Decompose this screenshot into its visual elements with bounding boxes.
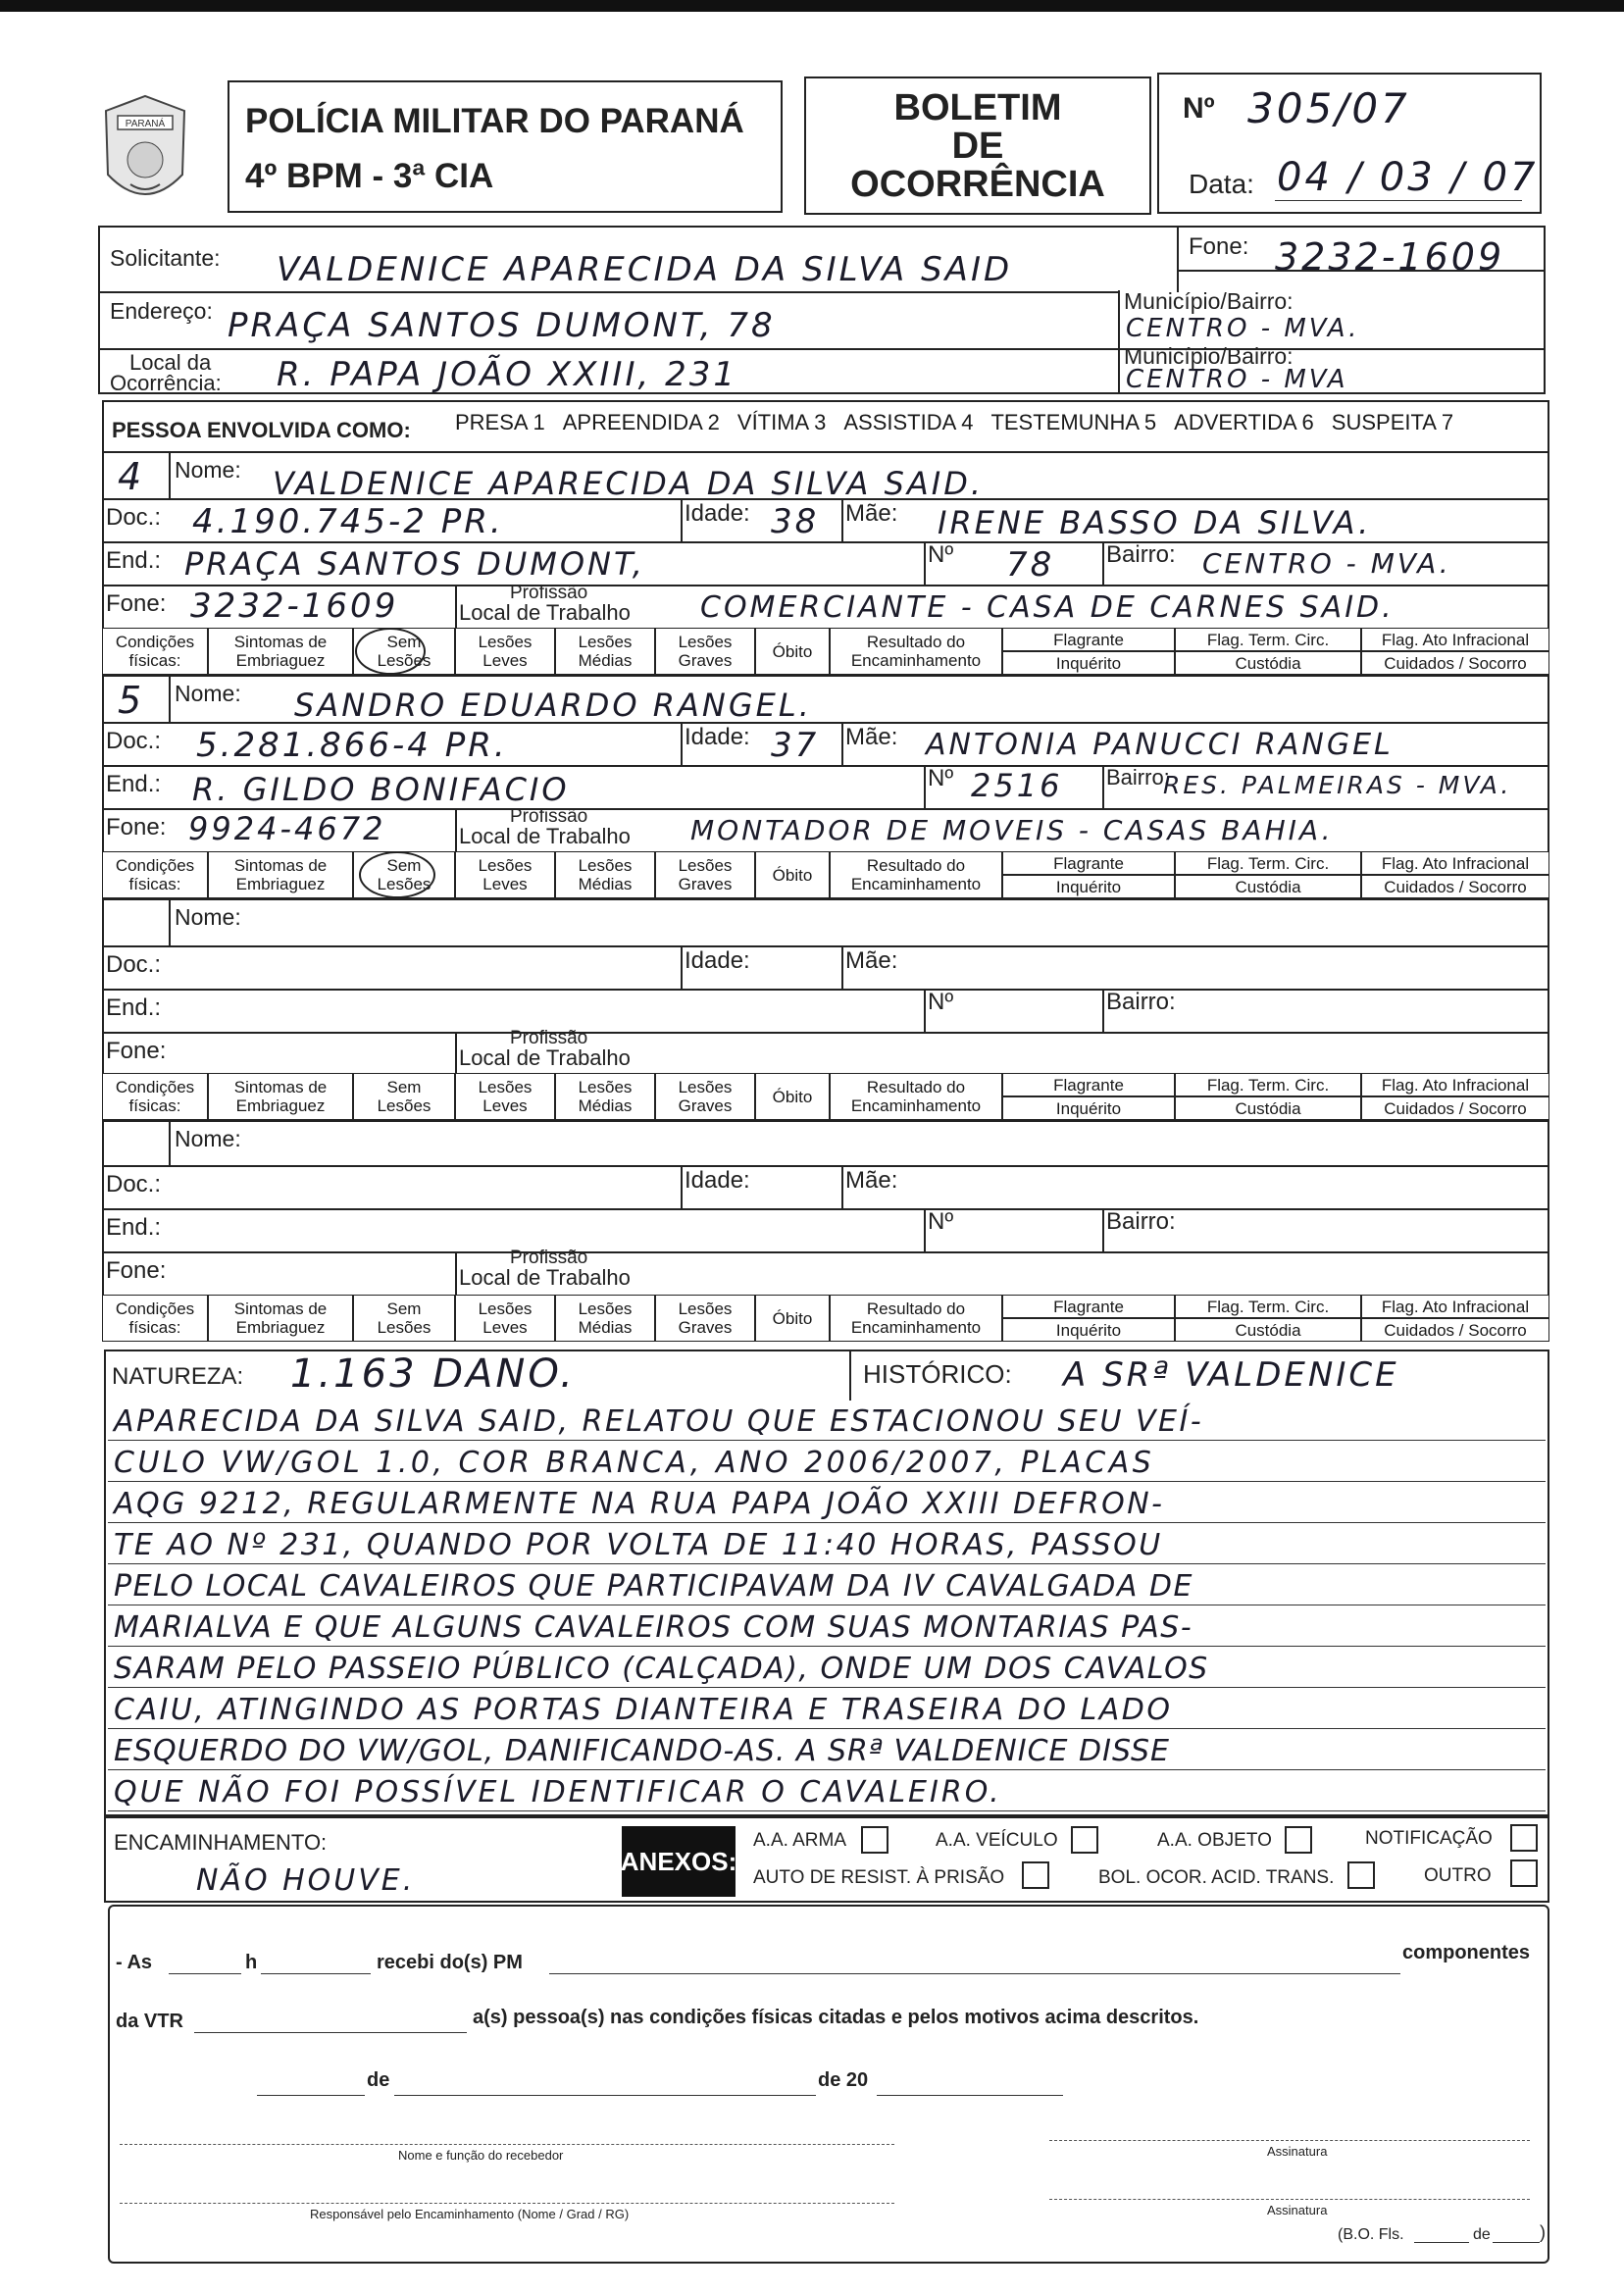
historico-line-4: AQG 9212, REGULARMENTE NA RUA PAPA JOÃO XXIII DEFRON- (114, 1487, 1165, 1521)
person-3-doc-label: Doc.: (106, 951, 162, 978)
bo-de-field[interactable] (1493, 2242, 1540, 2243)
person-1-numero-label: Nº (928, 541, 954, 568)
person-2-sem-lesoes[interactable]: Sem Lesões (353, 851, 455, 898)
receipt-day-field[interactable] (257, 2095, 365, 2096)
encaminhamento-label: ENCAMINHAMENTO: (114, 1830, 328, 1855)
person-1-sintomas[interactable]: Sintomas de Embriaguez (208, 628, 353, 675)
anexos-badge: ANEXOS: (622, 1826, 736, 1897)
historico-line-3: CULO VW/GOL 1.0, COR BRANCA, ANO 2006/2007, PLACAS (114, 1446, 1155, 1480)
person-1-code: 4 (118, 455, 145, 498)
person-1-prof-label-1: Profissão (510, 583, 588, 603)
person-1-flag-term[interactable]: Flag. Term. Circ. (1175, 628, 1361, 651)
org-unit: 4º BPM - 3ª CIA (245, 157, 494, 195)
person-3-cond-fisicas: Condições físicas: (102, 1073, 208, 1120)
person-1-lesoes-leves[interactable]: Lesões Leves (455, 628, 555, 675)
person-1-prof-label-2: Local de Trabalho (459, 600, 631, 625)
form-title-1: BOLETIM (893, 87, 1062, 128)
person-4-doc-label: Doc.: (106, 1171, 162, 1197)
role-presa: PRESA 1 (455, 410, 545, 434)
person-3-end-label: End.: (106, 994, 162, 1021)
person-4-numero-label: Nº (928, 1208, 954, 1235)
receipt-year-field[interactable] (877, 2095, 1063, 2096)
opt-outro-checkbox[interactable] (1510, 1860, 1538, 1887)
number-label: Nº (1183, 92, 1215, 125)
person-3-prof-label-2: Local de Trabalho (459, 1045, 631, 1070)
recebedor-line (120, 2144, 894, 2145)
opt-outro-label: OUTRO (1424, 1865, 1492, 1886)
opt-notificacao-label: NOTIFICAÇÃO (1365, 1828, 1493, 1849)
assinatura-1-line (1049, 2140, 1530, 2141)
person-1-doc: 4.190.745-2 PR. (192, 502, 504, 541)
person-2-numero-label: Nº (928, 765, 954, 791)
person-1-bairro: CENTRO - MVA. (1202, 547, 1451, 580)
opt-auto-checkbox[interactable] (1022, 1861, 1049, 1889)
person-4-custodia[interactable]: Custódia (1175, 1318, 1361, 1342)
person-2-sintomas[interactable]: Sintomas de Embriaguez (208, 851, 353, 898)
historico-line-2: APARECIDA DA SILVA SAID, RELATOU QUE ESTACIONOU SEU VEÍ- (114, 1404, 1204, 1439)
historico-line-1: A SRª VALDENICE (1063, 1355, 1399, 1395)
municipio-value: CENTRO - MVA. (1126, 314, 1360, 343)
person-1-idade: 38 (771, 502, 820, 541)
opt-auto-label: AUTO DE RESIST. À PRISÃO (753, 1867, 1005, 1888)
person-1-flagrante[interactable]: Flagrante (1002, 628, 1175, 651)
opt-objeto-label: A.A. OBJETO (1157, 1830, 1272, 1851)
encaminhamento-value: NÃO HOUVE. (196, 1863, 416, 1898)
scan-top-edge (0, 0, 1624, 12)
historico-line-6: PELO LOCAL CAVALEIROS QUE PARTICIPAVAM DA IV CAVALGADA DE (114, 1569, 1193, 1604)
person-3-lesoes-leves[interactable]: Lesões Leves (455, 1073, 555, 1120)
receipt-as: - As (116, 1952, 153, 1973)
person-4-flag-ato[interactable]: Flag. Ato Infracional (1361, 1295, 1549, 1318)
municipio-label: Município/Bairro: (1124, 288, 1294, 314)
receipt-pm-field[interactable] (549, 1973, 1400, 1974)
person-4-cond-fisicas: Condições físicas: (102, 1295, 208, 1342)
person-2-bairro: RES. PALMEIRAS - MVA. (1163, 771, 1512, 799)
receipt-componentes: componentes (1402, 1942, 1531, 1963)
person-1-fone-label: Fone: (106, 590, 167, 617)
receipt-vtr-field[interactable] (194, 2032, 467, 2033)
person-4-bairro-label: Bairro: (1106, 1208, 1176, 1235)
person-1-flag-ato[interactable]: Flag. Ato Infracional (1361, 628, 1549, 651)
opt-bol-label: BOL. OCOR. ACID. TRANS. (1098, 1867, 1335, 1888)
number-date-box (1157, 73, 1542, 214)
person-2-mae: ANTONIA PANUCCI RANGEL (926, 728, 1394, 762)
person-2-inquerito[interactable]: Inquérito (1002, 875, 1175, 898)
person-2-custodia[interactable]: Custódia (1175, 875, 1361, 898)
person-2-resultado: Resultado do Encaminhamento (830, 851, 1002, 898)
person-1-custodia[interactable]: Custódia (1175, 651, 1361, 675)
org-box (228, 80, 783, 213)
person-2-fone-label: Fone: (106, 814, 167, 841)
person-4-lesoes-leves[interactable]: Lesões Leves (455, 1295, 555, 1342)
person-2-cuidados[interactable]: Cuidados / Socorro (1361, 875, 1549, 898)
opt-veiculo-checkbox[interactable] (1071, 1826, 1098, 1854)
historico-line-11: QUE NÃO FOI POSSÍVEL IDENTIFICAR O CAVALEIRO. (114, 1775, 1002, 1809)
svg-text:PARANÁ: PARANÁ (125, 119, 166, 129)
form-title-3: OCORRÊNCIA (850, 164, 1105, 205)
person-2-bairro-label: Bairro: (1106, 765, 1170, 790)
person-1-resultado: Resultado do Encaminhamento (830, 628, 1002, 675)
person-1-end: PRAÇA SANTOS DUMONT, (184, 545, 645, 583)
opt-bol-checkbox[interactable] (1347, 1861, 1375, 1889)
person-1-lesoes-medias[interactable]: Lesões Médias (555, 628, 655, 675)
person-2-idade-label: Idade: (685, 724, 750, 750)
person-2-code: 5 (118, 679, 145, 722)
person-3-flag-term[interactable]: Flag. Term. Circ. (1175, 1073, 1361, 1096)
bo-de-label: de (1473, 2226, 1491, 2243)
person-3-flag-ato[interactable]: Flag. Ato Infracional (1361, 1073, 1549, 1096)
person-3-cuidados[interactable]: Cuidados / Socorro (1361, 1096, 1549, 1120)
person-2-end: R. GILDO BONIFACIO (192, 771, 570, 808)
person-4-fone-label: Fone: (106, 1257, 167, 1284)
receipt-h-field[interactable] (261, 1973, 371, 1974)
person-3-custodia[interactable]: Custódia (1175, 1096, 1361, 1120)
person-3-fone-label: Fone: (106, 1038, 167, 1064)
seal-icon (96, 86, 194, 224)
person-2-flag-ato[interactable]: Flag. Ato Infracional (1361, 851, 1549, 875)
person-3-resultado: Resultado do Encaminhamento (830, 1073, 1002, 1120)
receipt-as-field[interactable] (169, 1973, 241, 1974)
person-2-end-label: End.: (106, 771, 162, 797)
local-label-2: Ocorrência: (110, 371, 222, 395)
person-1-lesoes-graves[interactable]: Lesões Graves (655, 628, 755, 675)
receipt-de20: de 20 (818, 2069, 869, 2091)
person-2-flagrante[interactable]: Flagrante (1002, 851, 1175, 875)
receipt-month-field[interactable] (394, 2095, 816, 2096)
pm-parana-seal (96, 86, 194, 224)
person-1-nome-label: Nome: (175, 457, 241, 483)
person-3-bairro-label: Bairro: (1106, 989, 1176, 1015)
roles-title: PESSOA ENVOLVIDA COMO: (112, 418, 411, 442)
person-3-flagrante[interactable]: Flagrante (1002, 1073, 1175, 1096)
person-3-obito[interactable]: Óbito (755, 1073, 830, 1120)
person-2-prof-label-2: Local de Trabalho (459, 824, 631, 848)
person-2-profissao: MONTADOR DE MOVEIS - CASAS BAHIA. (690, 814, 1334, 846)
person-1-mae-label: Mãe: (845, 500, 898, 527)
date-underline (1275, 200, 1522, 201)
endereco-label: Endereço: (110, 298, 213, 324)
person-1-inquerito[interactable]: Inquérito (1002, 651, 1175, 675)
person-1-sem-lesoes[interactable]: Sem Lesões (353, 628, 455, 675)
person-4-inquerito[interactable]: Inquérito (1002, 1318, 1175, 1342)
historico-line-9: CAIU, ATINGINDO AS PORTAS DIANTEIRA E TRASEIRA DO LADO (114, 1693, 1173, 1727)
solicitante-label: Solicitante: (110, 245, 221, 271)
person-3-sem-lesoes[interactable]: Sem Lesões (353, 1073, 455, 1120)
endereco-value: PRAÇA SANTOS DUMONT, 78 (228, 306, 776, 345)
historico-line-8: SARAM PELO PASSEIO PÚBLICO (CALÇADA), ONDE UM DOS CAVALOS (114, 1652, 1209, 1686)
person-1-nome: VALDENICE APARECIDA DA SILVA SAID. (273, 465, 985, 502)
date-label: Data: (1189, 169, 1254, 199)
receipt-de: de (367, 2069, 390, 2091)
responsavel-caption: Responsável pelo Encaminhamento (Nome / Grad / RG) (310, 2207, 630, 2221)
person-3-sintomas[interactable]: Sintomas de Embriaguez (208, 1073, 353, 1120)
opt-notificacao-checkbox[interactable] (1510, 1824, 1538, 1852)
roles-list (455, 410, 1453, 435)
person-2-nome-label: Nome: (175, 681, 241, 706)
responsavel-line (120, 2203, 894, 2204)
person-4-prof-label-2: Local de Trabalho (459, 1265, 631, 1290)
person-2-lesoes-medias[interactable]: Lesões Médias (555, 851, 655, 898)
person-1-bairro-label: Bairro: (1106, 541, 1176, 568)
opt-veiculo-label: A.A. VEÍCULO (936, 1830, 1058, 1851)
role-assistida: ASSISTIDA 4 (843, 410, 974, 434)
fone-label: Fone: (1189, 233, 1249, 260)
opt-arma-label: A.A. ARMA (753, 1830, 847, 1851)
person-1-end-label: End.: (106, 547, 162, 574)
municipio2-value: CENTRO - MVA (1126, 365, 1348, 394)
person-3-lesoes-medias[interactable]: Lesões Médias (555, 1073, 655, 1120)
person-1-cuidados[interactable]: Cuidados / Socorro (1361, 651, 1549, 675)
person-1-numero: 78 (1006, 545, 1055, 585)
person-1-doc-label: Doc.: (106, 504, 162, 531)
person-4-prof-label-1: Profissão (510, 1248, 588, 1268)
person-1-sem-lesoes-mark (355, 628, 426, 675)
role-advertida: ADVERTIDA 6 (1174, 410, 1314, 434)
person-4-flagrante[interactable]: Flagrante (1002, 1295, 1175, 1318)
person-4-lesoes-medias[interactable]: Lesões Médias (555, 1295, 655, 1342)
person-2-prof-label-1: Profissão (510, 806, 588, 827)
person-3-numero-label: Nº (928, 989, 954, 1015)
assinatura-1-caption: Assinatura (1267, 2144, 1328, 2159)
role-testemunha: TESTEMUNHA 5 (990, 410, 1157, 434)
org-name: POLÍCIA MILITAR DO PARANÁ (245, 102, 744, 140)
bo-close: ) (1540, 2222, 1546, 2242)
person-1-obito[interactable]: Óbito (755, 628, 830, 675)
person-1-mae: IRENE BASSO DA SILVA. (938, 504, 1372, 541)
receipt-da-vtr: da VTR (116, 2011, 183, 2032)
person-2-numero: 2516 (971, 767, 1063, 804)
bo-fls-field[interactable] (1414, 2242, 1469, 2243)
person-2-doc-label: Doc.: (106, 728, 162, 754)
municipio2-label: Município/Bairro: (1124, 343, 1294, 369)
form-title-box (804, 76, 1151, 215)
local-label-1: Local da (129, 350, 212, 375)
historico-line-7: MARIALVA E QUE ALGUNS CAVALEIROS COM SUAS MONTARIAS PAS- (114, 1610, 1193, 1645)
person-2-mae-label: Mãe: (845, 724, 898, 750)
natureza-label: NATUREZA: (112, 1363, 244, 1390)
person-1-idade-label: Idade: (685, 500, 750, 527)
person-2-obito[interactable]: Óbito (755, 851, 830, 898)
person-2-cond-fisicas: Condições físicas: (102, 851, 208, 898)
assinatura-2-caption: Assinatura (1267, 2203, 1328, 2217)
person-1-profissao: COMERCIANTE - CASA DE CARNES SAID. (700, 590, 1395, 625)
person-2-idade: 37 (771, 726, 820, 765)
person-3-idade-label: Idade: (685, 947, 750, 974)
person-4-resultado: Resultado do Encaminhamento (830, 1295, 1002, 1342)
opt-objeto-checkbox[interactable] (1285, 1826, 1312, 1854)
person-4-cuidados[interactable]: Cuidados / Socorro (1361, 1318, 1549, 1342)
person-4-idade-label: Idade: (685, 1167, 750, 1194)
person-4-flag-term[interactable]: Flag. Term. Circ. (1175, 1295, 1361, 1318)
role-vitima: VÍTIMA 3 (736, 410, 827, 434)
natureza-value: 1.163 DANO. (290, 1351, 576, 1397)
number-value: 305/07 (1247, 84, 1410, 132)
person-4-obito[interactable]: Óbito (755, 1295, 830, 1342)
person-4-sintomas[interactable]: Sintomas de Embriaguez (208, 1295, 353, 1342)
historico-label: HISTÓRICO: (863, 1359, 1012, 1389)
solicitante-value: VALDENICE APARECIDA DA SILVA SAID (277, 250, 1013, 289)
historico-line-10: ESQUERDO DO VW/GOL, DANIFICANDO-AS. A SRª VALDENICE DISSE (114, 1734, 1170, 1768)
fone-value: 3232-1609 (1275, 235, 1505, 279)
person-4-nome-label: Nome: (175, 1126, 241, 1151)
person-1-cond-fisicas: Condições físicas: (102, 628, 208, 675)
person-4-mae-label: Mãe: (845, 1167, 898, 1194)
person-4-sem-lesoes[interactable]: Sem Lesões (353, 1295, 455, 1342)
bo-fls-label: (B.O. Fls. (1338, 2226, 1404, 2243)
role-suspeita: SUSPEITA 7 (1331, 410, 1454, 434)
person-2-doc: 5.281.866-4 PR. (196, 726, 508, 765)
person-4-end-label: End.: (106, 1214, 162, 1241)
receipt-pessoas: a(s) pessoa(s) nas condições físicas citadas e pelos motivos acima descritos. (473, 2007, 1199, 2028)
person-3-inquerito[interactable]: Inquérito (1002, 1096, 1175, 1120)
opt-arma-checkbox[interactable] (861, 1826, 888, 1854)
person-1-fone: 3232-1609 (190, 586, 399, 626)
person-2-nome: SANDRO EDUARDO RANGEL. (294, 687, 812, 724)
person-2-flag-term[interactable]: Flag. Term. Circ. (1175, 851, 1361, 875)
person-3-nome-label: Nome: (175, 904, 241, 930)
person-2-lesoes-graves[interactable]: Lesões Graves (655, 851, 755, 898)
person-3-prof-label-1: Profissão (510, 1028, 588, 1048)
person-4-lesoes-graves[interactable]: Lesões Graves (655, 1295, 755, 1342)
assinatura-2-line (1049, 2199, 1530, 2200)
person-2-sem-lesoes-mark (359, 851, 435, 898)
historico-line-5: TE AO Nº 231, QUANDO POR VOLTA DE 11:40 HORAS, PASSOU (114, 1528, 1163, 1562)
person-3-mae-label: Mãe: (845, 947, 898, 974)
date-value: 04 / 03 / 07 (1277, 155, 1539, 200)
role-apreendida: APREENDIDA 2 (562, 410, 720, 434)
person-3-lesoes-graves[interactable]: Lesões Graves (655, 1073, 755, 1120)
receipt-recebi: recebi do(s) PM (377, 1952, 523, 1973)
person-2-lesoes-leves[interactable]: Lesões Leves (455, 851, 555, 898)
person-2-fone: 9924-4672 (188, 810, 386, 847)
form-title-2: DE (951, 126, 1004, 167)
local-value: R. PAPA JOÃO XXIII, 231 (277, 355, 737, 394)
nome-recebedor-caption: Nome e função do recebedor (398, 2148, 564, 2163)
receipt-h: h (245, 1952, 258, 1973)
